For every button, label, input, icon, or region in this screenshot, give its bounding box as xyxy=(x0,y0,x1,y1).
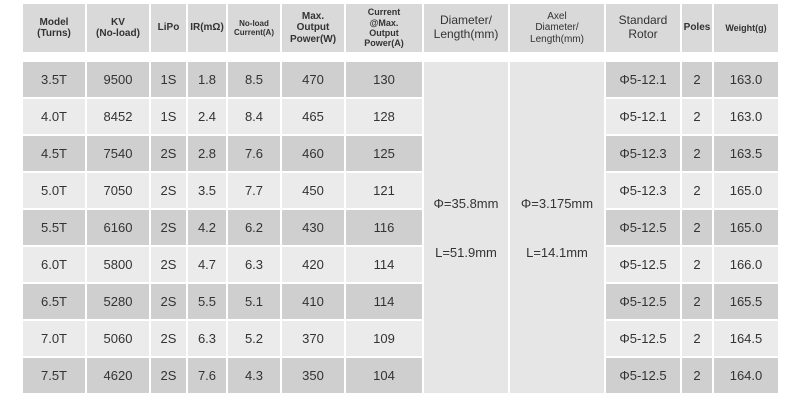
cell-current-max-power: 109 xyxy=(346,321,424,358)
cell-lipo: 2S xyxy=(151,136,188,173)
cell-noload-current: 5.2 xyxy=(228,321,282,358)
cell-axel xyxy=(510,62,606,395)
header-model: Model (Turns) xyxy=(23,4,87,52)
cell-ir: 3.5 xyxy=(188,173,228,210)
cell-weight: 165.0 xyxy=(714,173,780,210)
cell-weight: 165.0 xyxy=(714,210,780,247)
cell-noload-current: 5.1 xyxy=(228,284,282,321)
cell-current-max-power: 114 xyxy=(346,284,424,321)
cell-ir: 4.7 xyxy=(188,247,228,284)
header-diameter-length: Diameter/ Length(mm) xyxy=(424,4,510,52)
table-row xyxy=(23,173,780,210)
cell-weight: 164.5 xyxy=(714,321,780,358)
cell-model: 4.0T xyxy=(23,99,87,136)
cell-current-max-power: 128 xyxy=(346,99,424,136)
cell-weight: 165.5 xyxy=(714,284,780,321)
cell-rotor: Φ5-12.5 xyxy=(606,210,682,247)
cell-noload-current: 8.5 xyxy=(228,62,282,99)
header-current-max-power: Current @Max. Output Power(A) xyxy=(346,4,424,52)
header-lipo: LiPo xyxy=(151,4,188,52)
cell-kv: 5060 xyxy=(87,321,151,358)
cell-poles: 2 xyxy=(682,321,714,358)
cell-poles: 2 xyxy=(682,99,714,136)
cell-current-max-power: 116 xyxy=(346,210,424,247)
cell-lipo: 1S xyxy=(151,99,188,136)
cell-kv: 5280 xyxy=(87,284,151,321)
cell-ir: 5.5 xyxy=(188,284,228,321)
table-row xyxy=(23,247,780,284)
header-poles: Poles xyxy=(682,4,714,52)
cell-noload-current: 7.7 xyxy=(228,173,282,210)
cell-model: 6.5T xyxy=(23,284,87,321)
spacer-row xyxy=(23,52,780,62)
cell-model: 5.0T xyxy=(23,173,87,210)
cell-weight: 163.0 xyxy=(714,62,780,99)
table-row xyxy=(23,321,780,358)
cell-noload-current: 6.2 xyxy=(228,210,282,247)
cell-max-power: 465 xyxy=(282,99,346,136)
cell-weight: 163.0 xyxy=(714,99,780,136)
cell-max-power: 460 xyxy=(282,136,346,173)
cell-rotor: Φ5-12.5 xyxy=(606,284,682,321)
cell-lipo: 2S xyxy=(151,321,188,358)
cell-rotor: Φ5-12.3 xyxy=(606,136,682,173)
cell-ir: 6.3 xyxy=(188,321,228,358)
cell-ir: 2.4 xyxy=(188,99,228,136)
diameter-value: Φ=35.8mm xyxy=(433,195,499,211)
header-noload-current: No-load Current(A) xyxy=(228,4,282,52)
cell-lipo: 2S xyxy=(151,284,188,321)
header-standard-rotor: Standard Rotor xyxy=(606,4,682,52)
cell-max-power: 420 xyxy=(282,247,346,284)
cell-weight: 164.0 xyxy=(714,358,780,395)
cell-max-power: 410 xyxy=(282,284,346,321)
cell-poles: 2 xyxy=(682,247,714,284)
table-row xyxy=(23,99,780,136)
cell-current-max-power: 104 xyxy=(346,358,424,395)
header-axel: Axel Diameter/ Length(mm) xyxy=(510,4,606,52)
cell-kv: 5800 xyxy=(87,247,151,284)
cell-current-max-power: 114 xyxy=(346,247,424,284)
cell-noload-current: 8.4 xyxy=(228,99,282,136)
cell-max-power: 350 xyxy=(282,358,346,395)
cell-model: 3.5T xyxy=(23,62,87,99)
cell-lipo: 2S xyxy=(151,358,188,395)
cell-rotor: Φ5-12.5 xyxy=(606,247,682,284)
header-kv: KV (No-load) xyxy=(87,4,151,52)
axel-diameter-value: Φ=3.175mm xyxy=(520,195,594,211)
cell-poles: 2 xyxy=(682,136,714,173)
cell-noload-current: 4.3 xyxy=(228,358,282,395)
cell-rotor: Φ5-12.3 xyxy=(606,173,682,210)
cell-weight: 163.5 xyxy=(714,136,780,173)
cell-kv: 8452 xyxy=(87,99,151,136)
table-row xyxy=(23,358,780,395)
table-row xyxy=(23,210,780,247)
cell-lipo: 2S xyxy=(151,247,188,284)
table-row xyxy=(23,136,780,173)
motor-spec-table xyxy=(23,4,780,395)
table-row xyxy=(23,284,780,321)
table-row xyxy=(23,62,780,99)
cell-kv: 7540 xyxy=(87,136,151,173)
cell-lipo: 1S xyxy=(151,62,188,99)
cell-ir: 4.2 xyxy=(188,210,228,247)
cell-poles: 2 xyxy=(682,210,714,247)
cell-kv: 7050 xyxy=(87,173,151,210)
cell-max-power: 470 xyxy=(282,62,346,99)
cell-model: 5.5T xyxy=(23,210,87,247)
cell-lipo: 2S xyxy=(151,210,188,247)
cell-rotor: Φ5-12.5 xyxy=(606,321,682,358)
cell-lipo: 2S xyxy=(151,173,188,210)
cell-rotor: Φ5-12.5 xyxy=(606,358,682,395)
cell-current-max-power: 125 xyxy=(346,136,424,173)
cell-poles: 2 xyxy=(682,62,714,99)
cell-model: 7.5T xyxy=(23,358,87,395)
cell-kv: 6160 xyxy=(87,210,151,247)
cell-current-max-power: 130 xyxy=(346,62,424,99)
cell-model: 7.0T xyxy=(23,321,87,358)
cell-model: 6.0T xyxy=(23,247,87,284)
cell-diameter-length xyxy=(424,62,510,395)
cell-weight: 166.0 xyxy=(714,247,780,284)
cell-rotor: Φ5-12.1 xyxy=(606,62,682,99)
cell-kv: 4620 xyxy=(87,358,151,395)
cell-poles: 2 xyxy=(682,358,714,395)
cell-noload-current: 6.3 xyxy=(228,247,282,284)
cell-ir: 1.8 xyxy=(188,62,228,99)
header-max-power: Max. Output Power(W) xyxy=(282,4,346,52)
cell-rotor: Φ5-12.1 xyxy=(606,99,682,136)
cell-kv: 9500 xyxy=(87,62,151,99)
cell-max-power: 450 xyxy=(282,173,346,210)
cell-max-power: 370 xyxy=(282,321,346,358)
cell-current-max-power: 121 xyxy=(346,173,424,210)
length-value: L=51.9mm xyxy=(435,244,497,260)
cell-model: 4.5T xyxy=(23,136,87,173)
cell-ir: 7.6 xyxy=(188,358,228,395)
cell-poles: 2 xyxy=(682,284,714,321)
cell-poles: 2 xyxy=(682,173,714,210)
axel-length-value: L=14.1mm xyxy=(526,244,588,260)
cell-max-power: 430 xyxy=(282,210,346,247)
header-weight: Weight(g) xyxy=(714,4,780,52)
header-ir: IR(mΩ) xyxy=(188,4,228,52)
cell-ir: 2.8 xyxy=(188,136,228,173)
cell-noload-current: 7.6 xyxy=(228,136,282,173)
table-header-row xyxy=(23,4,780,52)
